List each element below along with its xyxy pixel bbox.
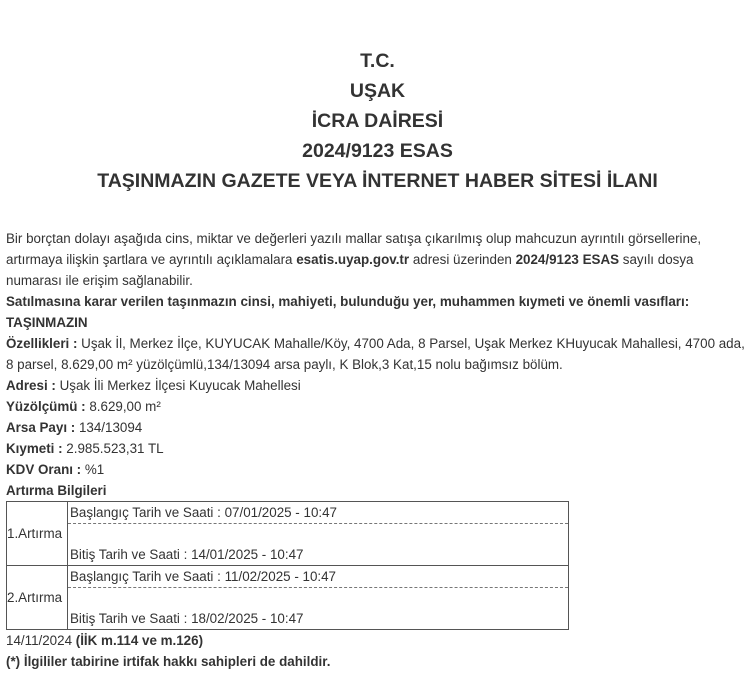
address-label: Adresi : [6,378,56,393]
auction-dates-1 [68,502,569,566]
header-state: T.C. [360,50,395,72]
auction-start-1: Başlangıç Tarih ve Saati : 07/01/2025 - 10:47 [70,505,338,520]
value-label: Kıymeti : [6,441,63,456]
auction-end-2: Bitiş Tarih ve Saati : 18/02/2025 - 10:47 [70,611,304,626]
property-type [6,312,746,333]
auction-table [6,501,569,630]
value-row [6,438,746,459]
vat-value: %1 [81,462,105,477]
area-row [6,396,746,417]
footer-date-row [6,630,746,651]
section-title [6,291,746,312]
table-row [7,566,569,630]
auction-label-1: 1.Artırma [7,502,68,566]
footer-note-text: (*) İlgililer tabirine irtifak hakkı sahipleri de dahildir. [6,654,331,669]
features-label: Özellikleri : [6,336,78,351]
section-title-text: Satılmasına karar verilen taşınmazın cinsi, mahiyeti, bulunduğu yer, muhammen kıymeti ve önemli vasıfları: [6,294,690,309]
esatis-site-link: esatis.uyap.gov.tr [296,252,410,267]
intro-text-3: sayılı dosya numarası ile erişim sağlanabilir. [6,252,694,288]
footer-note [6,651,746,672]
document-title: TAŞINMAZIN GAZETE VEYA İNTERNET HABER SİTESİ İLANI [97,170,658,192]
auction-end-1: Bitiş Tarih ve Saati : 14/01/2025 - 10:47 [70,547,304,562]
header-file-number: 2024/9123 ESAS [302,140,453,162]
vat-row [6,459,746,480]
auction-start-2: Başlangıç Tarih ve Saati : 11/02/2025 - 10:47 [70,569,337,584]
area-value: 8.629,00 m² [85,399,161,414]
auction-label-2: 2.Artırma [7,566,68,630]
auction-dates-2 [68,566,569,630]
value-value: 2.985.523,31 TL [62,441,164,456]
law-reference: (İİK m.114 ve m.126) [72,633,204,648]
intro-text-2: adresi üzerinden [409,252,516,267]
announcement-footer [6,630,746,672]
header-office: İCRA DAİRESİ [311,110,444,132]
address-value: Uşak İli Merkez İlçesi Kuyucak Mahellesi [55,378,301,393]
announcement-body [6,228,746,672]
vat-label: KDV Oranı : [6,462,82,477]
property-type-text: TAŞINMAZIN [6,315,88,330]
dashed-divider [68,587,568,608]
features-row [6,333,746,375]
auction-title [6,480,746,501]
address-row [6,375,746,396]
area-label: Yüzölçümü : [6,399,86,414]
intro-file-number: 2024/9123 ESAS [515,252,620,267]
share-value: 134/13094 [75,420,143,435]
features-value: Uşak İl, Merkez İlçe, KUYUCAK Mahalle/Köy, 4700 Ada, 8 Parsel, Uşak Merkez KHuyucak Mahallesi, 4700 ada, 8 parsel, 8.629,00 m² yüzölçümlü,134/13094 arsa paylı, K Blok,3 Kat,15 nolu bağımsız bölüm. [6,336,745,372]
intro-text-1: Bir borçtan dolayı aşağıda cins, miktar ve değerleri yazılı mallar satışa çıkarılmış olup mahcuzun ayrıntılı görsellerine, artırmaya ilişkin şartlara ve ayrıntılı açıklamalara [6,231,702,267]
auction-title-text: Artırma Bilgileri [6,483,107,498]
share-label: Arsa Payı : [6,420,76,435]
share-row [6,417,746,438]
intro-paragraph [6,228,746,291]
dashed-divider [68,523,568,544]
header-city: UŞAK [349,80,406,102]
table-row [7,502,569,566]
document-header [0,46,755,196]
announcement-date: 14/11/2024 [6,633,73,648]
